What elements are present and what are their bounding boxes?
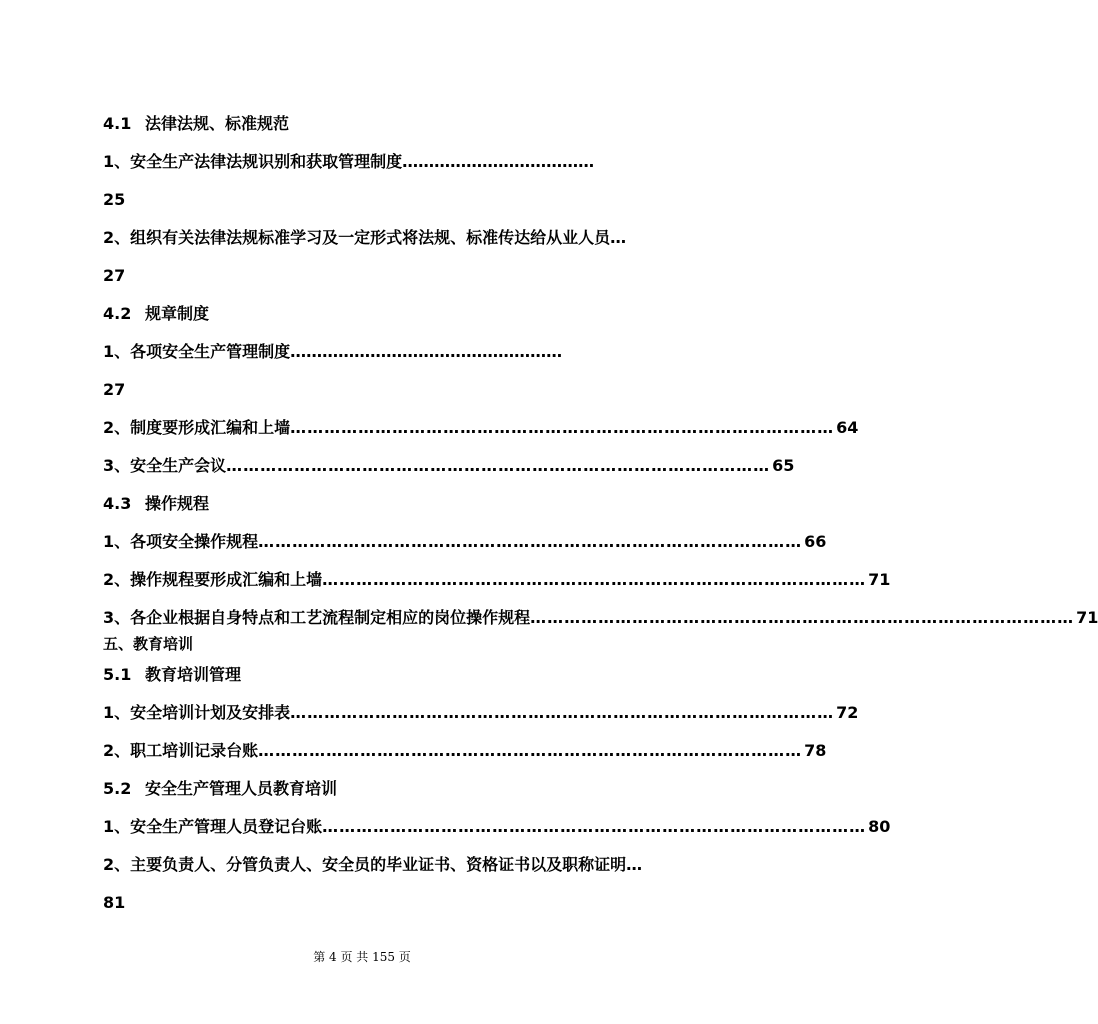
entry-page-number: 27 xyxy=(103,380,126,399)
toc-entry-procedures-compilation[interactable] xyxy=(103,570,891,590)
entry-page-number: 71 xyxy=(1076,608,1098,627)
toc-entry-legal-identification[interactable] xyxy=(103,152,594,172)
entry-leader-dots: …………………………………………………………………………………… xyxy=(258,741,803,760)
entry-page-number: 71 xyxy=(868,570,891,589)
chapter-title: 五、教育培训 xyxy=(103,635,194,653)
toc-heading-4-1 xyxy=(103,114,289,134)
entry-leader-dots: … xyxy=(626,855,643,874)
entry-text: 2、操作规程要形成汇编和上墙 xyxy=(103,570,323,589)
entry-page-number: 64 xyxy=(836,418,859,437)
heading-title: 操作规程 xyxy=(145,494,210,513)
toc-entry-safety-meeting[interactable] xyxy=(103,456,795,476)
toc-entry-manager-register[interactable] xyxy=(103,817,891,837)
toc-heading-4-3 xyxy=(103,494,209,514)
entry-leader-dots: …………………………………………… xyxy=(290,342,563,361)
toc-entry-legal-identification-page[interactable] xyxy=(103,190,125,210)
entry-text: 1、各项安全生产管理制度 xyxy=(103,342,291,361)
entry-leader-dots: …………………………………………………………………………………… xyxy=(290,703,835,722)
entry-text: 3、各企业根据自身特点和工艺流程制定相应的岗位操作规程 xyxy=(103,608,531,627)
entry-leader-dots: …………………………………………………………………………………… xyxy=(258,532,803,551)
entry-leader-dots: ……………………………… xyxy=(402,152,595,171)
entry-text: 3、安全生产会议 xyxy=(103,456,227,475)
toc-entry-management-system-page[interactable] xyxy=(103,380,125,400)
heading-number: 4.2 xyxy=(103,304,132,323)
heading-title: 安全生产管理人员教育培训 xyxy=(145,779,338,798)
toc-entry-legal-study-page[interactable] xyxy=(103,266,125,286)
toc-chapter-5 xyxy=(103,634,193,654)
entry-page-number: 80 xyxy=(868,817,891,836)
toc-entry-training-plan[interactable] xyxy=(103,703,859,723)
entry-page-number: 65 xyxy=(772,456,795,475)
entry-leader-dots: …………………………………………………………………………………… xyxy=(290,418,835,437)
page-footer xyxy=(0,949,724,965)
entry-text: 1、各项安全操作规程 xyxy=(103,532,259,551)
heading-number: 5.1 xyxy=(103,665,132,684)
toc-entry-system-compilation[interactable] xyxy=(103,418,859,438)
entry-leader-dots: …………………………………………………………………………………… xyxy=(530,608,1075,627)
entry-leader-dots: … xyxy=(610,228,627,247)
entry-text: 2、职工培训记录台账 xyxy=(103,741,259,760)
toc-entry-training-records[interactable] xyxy=(103,741,827,761)
entry-page-number: 25 xyxy=(103,190,126,209)
page-number-label: 第 4 页 共 155 页 xyxy=(313,950,411,964)
heading-title: 教育培训管理 xyxy=(145,665,242,684)
toc-heading-4-2 xyxy=(103,304,209,324)
entry-text: 1、安全培训计划及安排表 xyxy=(103,703,291,722)
heading-title: 法律法规、标准规范 xyxy=(145,114,290,133)
toc-heading-5-2 xyxy=(103,779,337,799)
entry-text: 2、组织有关法律法规标准学习及一定形式将法规、标准传达给从业人员 xyxy=(103,228,611,247)
entry-page-number: 66 xyxy=(804,532,827,551)
entry-page-number: 81 xyxy=(103,893,126,912)
toc-entry-operating-procedures[interactable] xyxy=(103,532,827,552)
heading-number: 4.3 xyxy=(103,494,132,513)
heading-number: 5.2 xyxy=(103,779,132,798)
entry-page-number: 72 xyxy=(836,703,859,722)
toc-entry-legal-study[interactable] xyxy=(103,228,626,248)
entry-leader-dots: …………………………………………………………………………………… xyxy=(322,817,867,836)
toc-entry-post-procedures[interactable] xyxy=(103,608,1098,628)
entry-text: 1、安全生产管理人员登记台账 xyxy=(103,817,323,836)
heading-title: 规章制度 xyxy=(145,304,210,323)
toc-entry-certificates[interactable] xyxy=(103,855,642,875)
entry-text: 1、安全生产法律法规识别和获取管理制度 xyxy=(103,152,403,171)
entry-page-number: 27 xyxy=(103,266,126,285)
entry-leader-dots: …………………………………………………………………………………… xyxy=(322,570,867,589)
entry-text: 2、主要负责人、分管负责人、安全员的毕业证书、资格证书以及职称证明 xyxy=(103,855,627,874)
entry-leader-dots: …………………………………………………………………………………… xyxy=(226,456,771,475)
heading-number: 4.1 xyxy=(103,114,132,133)
toc-entry-certificates-page[interactable] xyxy=(103,893,125,913)
toc-heading-5-1 xyxy=(103,665,241,685)
entry-page-number: 78 xyxy=(804,741,827,760)
toc-entry-management-system[interactable] xyxy=(103,342,562,362)
entry-text: 2、制度要形成汇编和上墙 xyxy=(103,418,291,437)
